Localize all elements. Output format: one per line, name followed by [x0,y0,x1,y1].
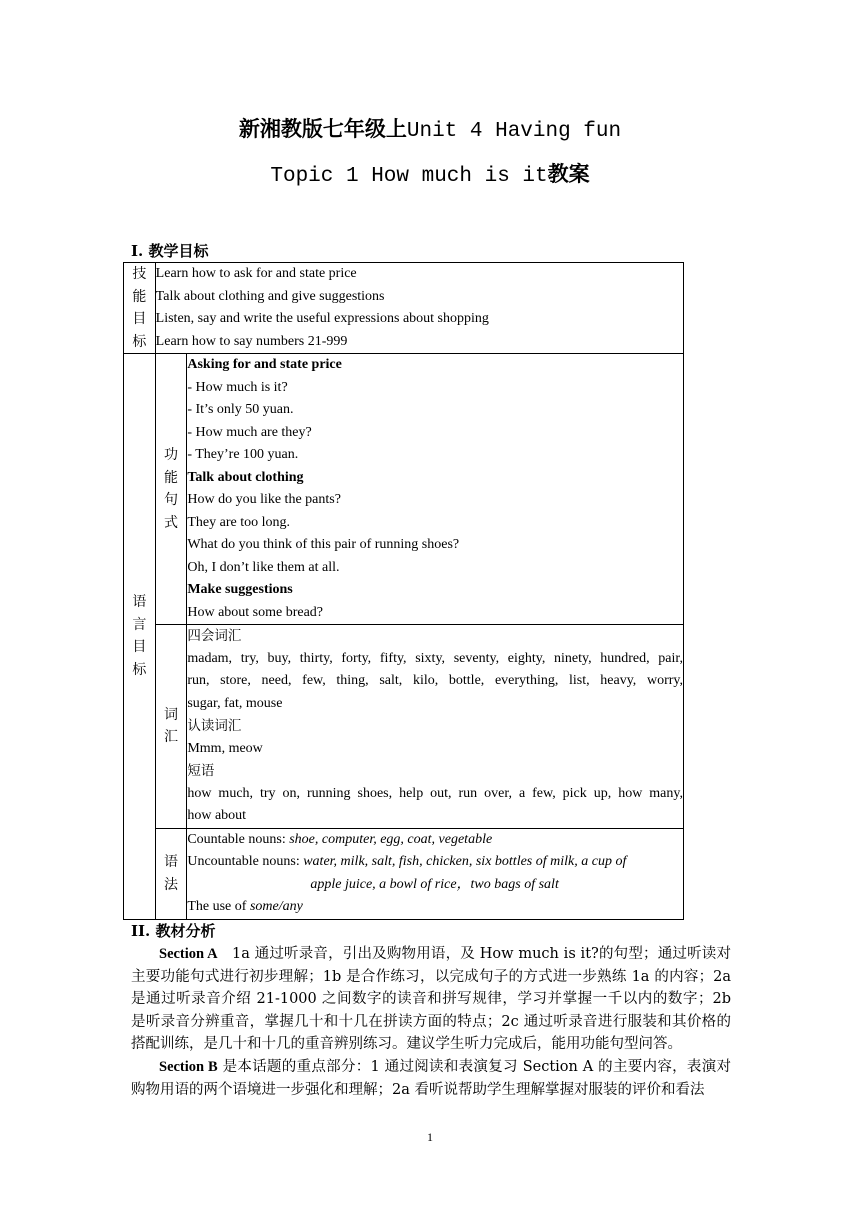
sentence: How about some bread? [187,604,324,620]
label-char: 标 [132,661,147,678]
sentence: - How much is it? [187,379,288,395]
skill-row [124,263,684,354]
document-title-line2 [0,158,860,188]
paragraph-section-a [131,943,731,1056]
label-char: 目 [132,311,147,327]
sentence: How do you like the pants? [187,492,341,507]
label-char: 功 [164,447,178,463]
subheading: 认读词汇 [187,718,242,734]
grammar-label: The use of [187,899,250,914]
section-a-label: Section A [159,946,218,962]
word-list: Mmm, meow [187,740,263,756]
word-list: sugar, fat, mouse [187,695,283,711]
word-list: run, store, need, few, thing, salt, kilo, bottle, everything, list, heavy, worry, [187,673,683,688]
objectives-table [123,262,684,920]
document-title-line1 [0,113,860,143]
label-char: 词 [164,706,178,723]
title-zh: 新湘教版七年级上 [238,116,407,141]
sentence: - They’re 100 yuan. [187,447,299,462]
sentence: - It’s only 50 yuan. [187,402,294,417]
title-topic: Topic 1 How much is it [270,165,548,188]
grammar-examples: shoe, computer, egg, coat, vegetable [289,831,493,847]
label-char: 标 [132,333,147,350]
grammar-label: Uncountable nouns: [187,854,304,869]
label-char: 语 [164,854,178,870]
section-b-text: 是本话题的重点部分：1 通过阅读和表演复习 Section A 的主要内容，表演对购物用语的两个语境进一步强化和理解；2a 看听说帮助学生理解掌握对服装的评价和看法 [131,1059,731,1098]
use-line [187,896,683,919]
vocabulary-content-cell [187,625,684,829]
page-number: 1 [427,1130,433,1144]
phrase-list: how much, try on, running shoes, help out, run over, a few, pick up, how many, [187,785,683,801]
skill-item: Talk about clothing and give suggestions [155,288,385,304]
subheading: Make suggestions [187,582,293,597]
phrase-list: how about [187,808,247,823]
word-list: madam, try, buy, thirty, forty, fifty, sixty, seventy, eighty, ninety, hundred, pair, [187,650,683,666]
label-char: 能 [132,288,147,305]
vocabulary-label-cell [155,625,187,829]
sentence: Oh, I don’t like them at all. [187,559,340,575]
grammar-examples: apple juice, a bowl of rice，two bags of salt [310,876,559,892]
subheading: 短语 [187,763,215,779]
grammar-examples: some/any [249,899,303,914]
paragraph-section-b [131,1056,731,1101]
grammar-content-cell [187,828,684,919]
label-char: 言 [132,616,147,633]
language-label-cell [124,354,156,920]
sentence: What do you think of this pair of running shoes? [187,537,460,552]
grammar-examples: water, milk, salt, fish, chicken, six bottles of milk, a cup of [303,854,627,869]
grammar-row [124,828,684,919]
title-suffix: 教案 [547,161,590,186]
function-content-cell [187,354,684,625]
title-en: Unit 4 Having fun [406,120,622,143]
subheading: 四会词汇 [187,628,242,644]
sentence: They are too long. [187,514,290,530]
subheading: Asking for and state price [187,357,342,372]
label-char: 语 [132,594,147,611]
uncountable-line [187,851,683,874]
skill-content-cell [155,263,683,354]
skill-item: Listen, say and write the useful expressions about shopping [155,311,489,326]
skill-label-cell [124,263,156,354]
section-heading-analysis: II. 教材分析 [131,922,216,940]
vocabulary-row [124,625,684,829]
label-char: 技 [132,266,147,282]
section-heading-objectives: I. 教学目标 [131,242,209,260]
label-char: 能 [164,469,178,486]
label-char: 目 [132,639,147,656]
grammar-label-cell [155,828,187,919]
label-char: 句 [164,492,178,508]
label-char: 式 [164,514,178,531]
section-b-label: Section B [159,1059,218,1075]
label-char: 汇 [164,729,178,746]
skill-item: Learn how to say numbers 21-999 [155,333,348,349]
label-char: 法 [164,876,178,893]
subheading: Talk about clothing [187,469,304,485]
section-a-text: 1a 通过听录音，引出及购物用语，及 How much is it?的句型；通过听读对主要功能句式进行初步理解；1b 是合作练习，以完成句子的方式进一步熟练 1a 的内容；2a 是通过听录音介绍 21-1000 之间数字的读音和拼写规律，学习并掌握一千以内的数字；2b 是听录音分辨重音，掌握几十和十几在拼读方面的特点；2c 通过听录音进行服装和其价格的搭配训练，是几十和十几的重音辨别练习。建议学生听力完成后，能用功能句型问答。 [131,946,731,1053]
function-label-cell [155,354,187,625]
skill-item: Learn how to ask for and state price [155,266,357,281]
sentence: - How much are they? [187,424,312,440]
grammar-label: Countable nouns: [187,831,290,847]
countable-line [187,829,683,852]
function-row [124,354,684,625]
